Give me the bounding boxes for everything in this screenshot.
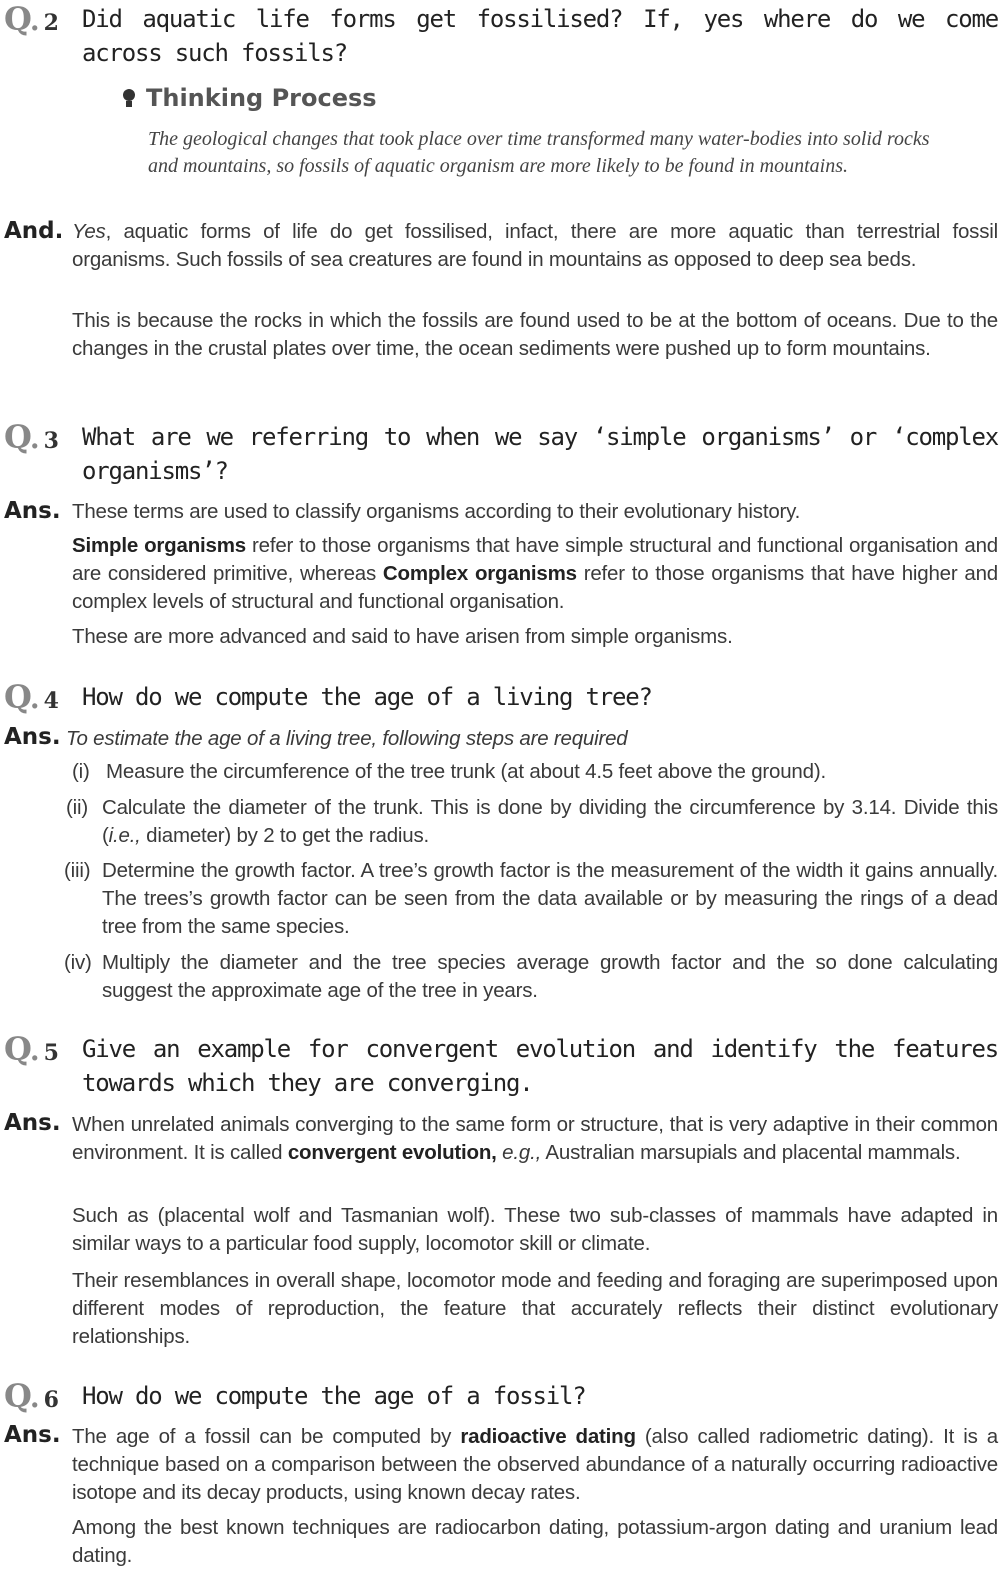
question-label: Q. 6: [4, 1377, 59, 1415]
answer-intro: To estimate the age of a living tree, following steps are required: [66, 727, 628, 750]
answer-label: Ans.: [4, 724, 61, 750]
lightbulb-icon: [122, 89, 136, 107]
answer-paragraph: These terms are used to classify organisms according to their evolutionary history.: [72, 500, 801, 523]
question-text: How do we compute the age of a living tree?: [82, 683, 652, 711]
answer-label: Ans.: [4, 1422, 61, 1448]
answer-paragraph: Such as (placental wolf and Tasmanian wolf). These two sub-classes of mammals have adapted in similar ways to a particular food supply, locomotor skill or climate.: [72, 1204, 998, 1255]
step-item: (iv) Multiply the diameter and the tree species average growth factor and the so done calculating suggest the approximate age of the tree in years.: [64, 951, 998, 1002]
answer-paragraph: Yes, aquatic forms of life do get fossilised, infact, there are more aquatic than terrestrial fossil organisms. Such fossils of sea creatures are found in mountains as opposed to deep sea beds.: [72, 220, 998, 271]
answer-paragraph: The age of a fossil can be computed by radioactive dating (also called radiometric dating). It is a technique based on a comparison between the observed abundance of a naturally occurring radioactive isotope and its decay products, using known decay rates.: [72, 1425, 999, 1504]
question-label: Q. 2: [4, 0, 59, 38]
step-item: (i) Measure the circumference of the tree trunk (at about 4.5 feet above the ground).: [72, 760, 826, 783]
answer-paragraph: When unrelated animals converging to the same form or structure, that is very adaptive in their common environment. It is called convergent evolution, e.g., Australian marsupials and placental mammals.: [72, 1113, 998, 1164]
step-item: (ii) Calculate the diameter of the trunk. This is done by dividing the circumference by 3.14. Divide this (i.e., diameter) by 2 to get the radius.: [66, 796, 998, 847]
answer-label: And.: [4, 218, 64, 244]
thinking-process-text: The geological changes that took place over time transformed many water-bodies into solid rocks and mountains, so fossils of aquatic organism are more likely to be found in mountains.: [148, 128, 930, 177]
thinking-process-heading: Thinking Process: [122, 84, 377, 112]
question-text: Did aquatic life forms get fossilised? If, yes where do we come across such fossils?: [82, 5, 998, 67]
question-label: Q. 4: [4, 678, 59, 716]
answer-paragraph: Their resemblances in overall shape, locomotor mode and feeding and foraging are superimposed upon different modes of reproduction, the feature that accurately reflects their distinct evolutionary relationships.: [72, 1269, 998, 1348]
question-label: Q. 5: [4, 1030, 59, 1068]
answer-label: Ans.: [4, 1110, 61, 1136]
answer-label: Ans.: [4, 498, 61, 524]
question-text: How do we compute the age of a fossil?: [82, 1382, 586, 1410]
step-item: (iii) Determine the growth factor. A tree’s growth factor is the measurement of the width it gains annually. The trees’s growth factor can be seen from the data available or by measuring the rings of a dead tree from the same species.: [64, 859, 998, 938]
question-label: Q. 3: [4, 418, 59, 456]
answer-paragraph: This is because the rocks in which the fossils are found used to be at the bottom of oceans. Due to the changes in the crustal plates over time, the ocean sediments were pushed up to form mountains.: [72, 309, 998, 360]
answer-paragraph: Simple organisms refer to those organisms that have simple structural and functional organisation and are considered primitive, whereas Complex organisms refer to those organisms that have higher and complex levels of structural and functional organisation.: [72, 534, 998, 613]
answer-paragraph: Among the best known techniques are radiocarbon dating, potassium-argon dating and uranium lead dating.: [72, 1516, 998, 1567]
answer-paragraph: These are more advanced and said to have arisen from simple organisms.: [72, 625, 733, 648]
question-text: What are we referring to when we say ‘simple organisms’ or ‘complex organisms’?: [82, 423, 998, 485]
question-text: Give an example for convergent evolution and identify the features towards which they are converging.: [82, 1035, 998, 1097]
